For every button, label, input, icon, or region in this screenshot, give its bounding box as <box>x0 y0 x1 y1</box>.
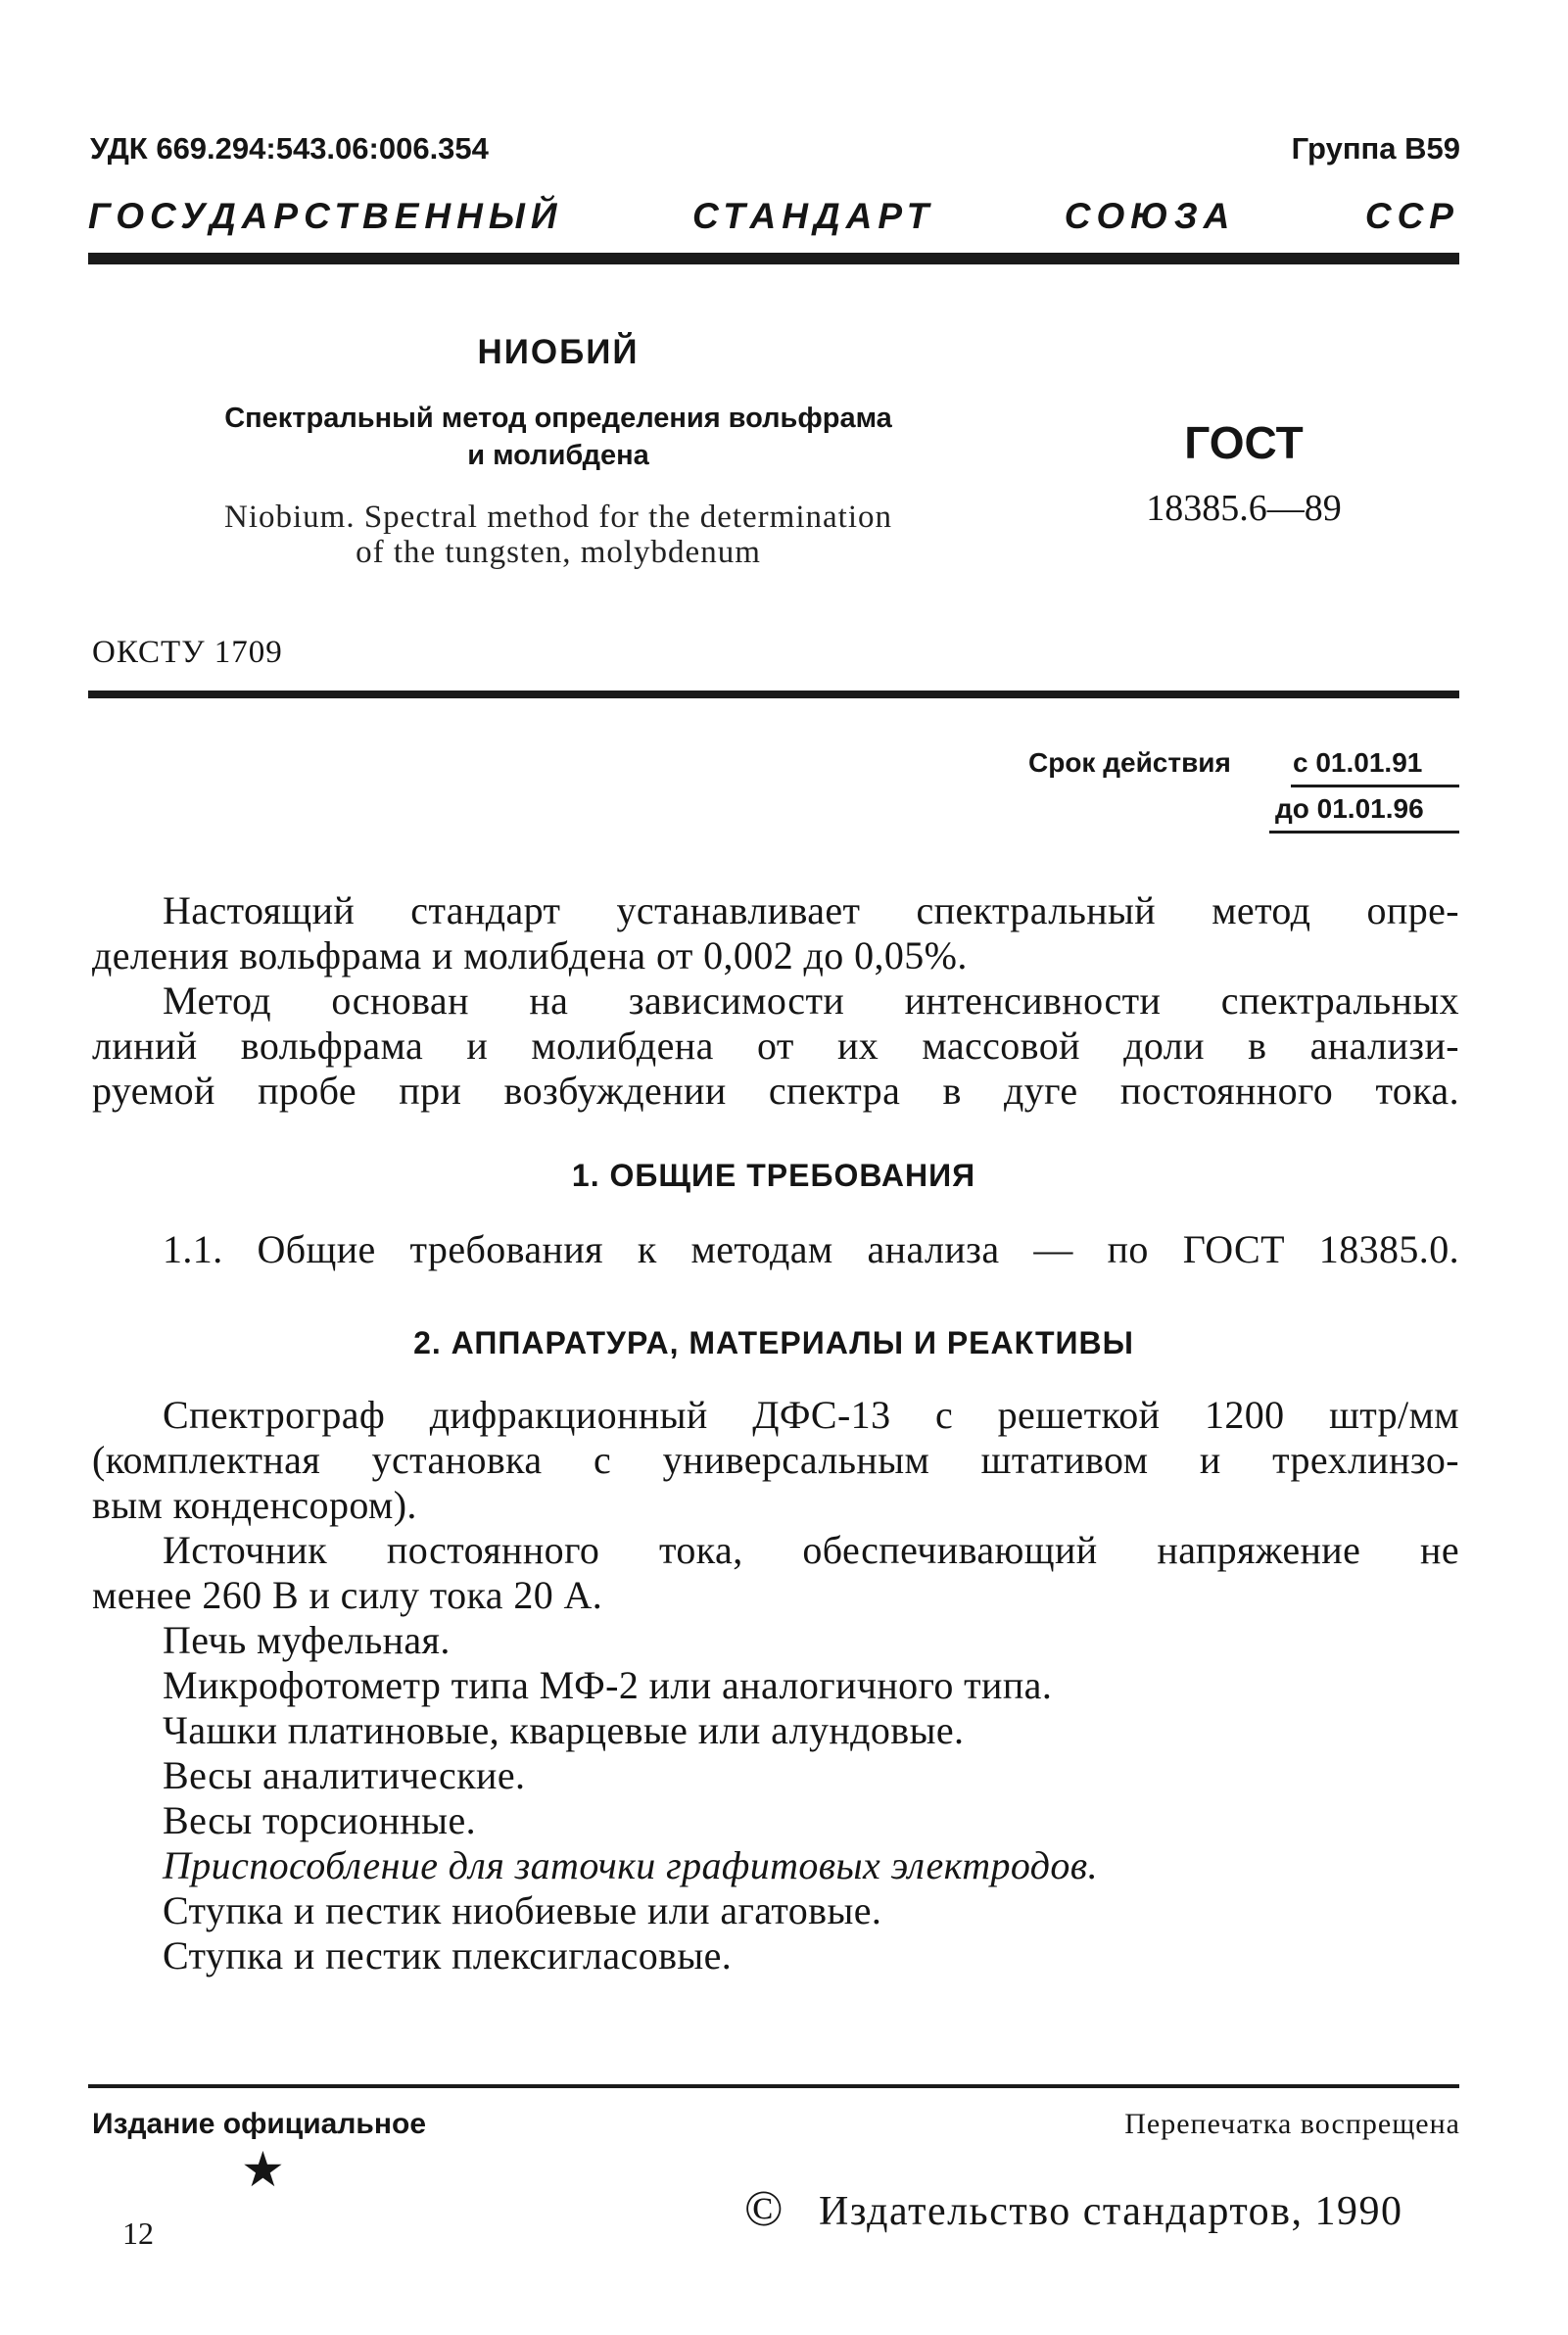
equipment-item: Печь муфельная. <box>163 1618 451 1662</box>
intro-line: деления вольфрама и молибдена от 0,002 до 0,05%. <box>92 933 968 977</box>
introduction <box>92 888 1459 1114</box>
requirement-line: 1.1. Общие требования к методам анализа — по ГОСТ 18385.0. <box>163 1227 1459 1271</box>
validity-to: до 01.01.96 <box>1275 793 1424 824</box>
state-standard-banner: ГОСУДАРСТВЕННЫЙ СТАНДАРТ СОЮЗА ССР <box>88 196 1459 236</box>
equipment-item: Весы торсионные. <box>163 1798 477 1842</box>
equipment-line: вым конденсором). <box>92 1483 417 1527</box>
section-1-item <box>92 1227 1459 1272</box>
copyright-text: Издательство стандартов, 1990 <box>819 2189 1403 2234</box>
subtitle-line: и молибдена <box>467 440 649 471</box>
group-code: Группа В59 <box>1291 131 1460 166</box>
equipment-line: (комплектная установка с универсальным штативом и трехлинзо- <box>92 1438 1459 1482</box>
validity-to-underline <box>1269 831 1459 834</box>
validity-from-underline <box>1291 785 1459 787</box>
footer-rule <box>88 2084 1459 2088</box>
page-number: 12 <box>122 2216 154 2251</box>
equipment-line: Источник постоянного тока, обеспечивающий напряжение не <box>163 1528 1459 1572</box>
gost-label: ГОСТ <box>1184 417 1304 468</box>
okstu-code: ОКСТУ 1709 <box>92 635 283 670</box>
english-title-line: of the tungsten, molybdenum <box>356 535 761 570</box>
subtitle-line: Спектральный метод определения вольфрама <box>224 403 892 434</box>
copyright-icon: © <box>744 2181 784 2237</box>
official-edition: Издание официальное <box>92 2108 427 2140</box>
intro-line: руемой пробе при возбуждении спектра в дуге постоянного тока. <box>92 1069 1459 1113</box>
english-title-line: Niobium. Spectral method for the determination <box>223 500 892 535</box>
section-1-heading: 1. ОБЩИЕ ТРЕБОВАНИЯ <box>571 1158 976 1193</box>
intro-line: Метод основан на зависимости интенсивности спектральных <box>163 978 1459 1023</box>
equipment-line: менее 260 В и силу тока 20 А. <box>92 1573 603 1617</box>
gost-number: 18385.6—89 <box>1146 488 1342 529</box>
equipment-item: Микрофотометр типа МФ-2 или аналогичного типа. <box>163 1663 1053 1707</box>
equipment-item: Весы аналитические. <box>163 1753 526 1797</box>
intro-line: Настоящий стандарт устанавливает спектральный метод опре- <box>163 888 1459 932</box>
document-subtitle <box>88 400 1028 474</box>
document-title: НИОБИЙ <box>477 333 640 371</box>
star-icon: ★ <box>241 2142 285 2197</box>
equipment-item: Чашки платиновые, кварцевые или алундовые. <box>163 1708 965 1752</box>
english-title <box>88 500 1028 570</box>
reprint-prohibited: Перепечатка воспрещена <box>1124 2108 1460 2140</box>
title-block-rule <box>88 691 1459 698</box>
equipment-item: Ступка и пестик ниобиевые или агатовые. <box>163 1888 882 1932</box>
equipment-item: Ступка и пестик плексигласовые. <box>163 1933 733 1978</box>
validity-from: с 01.01.91 <box>1293 747 1423 778</box>
udk-code: УДК 669.294:543.06:006.354 <box>90 131 489 166</box>
validity-label: Срок действия <box>1028 747 1231 778</box>
section-2-heading: 2. АППАРАТУРА, МАТЕРИАЛЫ И РЕАКТИВЫ <box>413 1325 1134 1360</box>
intro-line: линий вольфрама и молибдена от их массовой доли в анализи- <box>92 1024 1459 1068</box>
header-thick-rule <box>88 253 1459 264</box>
equipment-item: Приспособление для заточки графитовых электродов. <box>163 1843 1098 1887</box>
equipment-list <box>92 1393 1459 1978</box>
equipment-line: Спектрограф дифракционный ДФС-13 с решеткой 1200 штр/мм <box>163 1393 1459 1437</box>
